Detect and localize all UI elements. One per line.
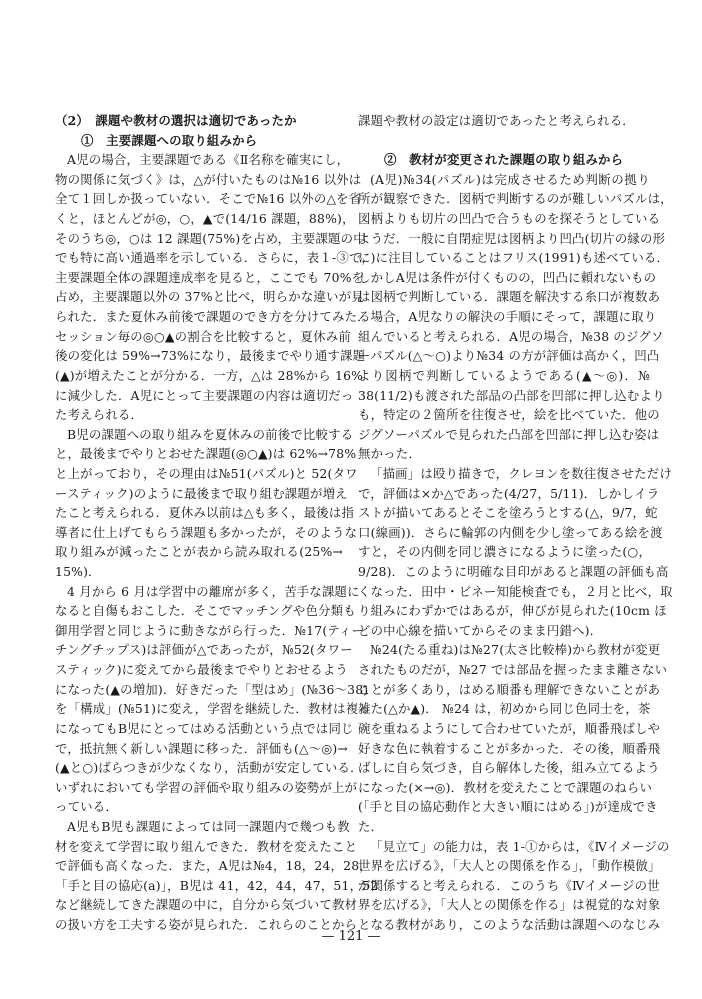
text-line: (▲と○)ばらつきが少なくなり，活動が安定している． xyxy=(55,760,363,776)
text-line: に)に注目していることはフリス(1991)も述べている． xyxy=(358,250,670,266)
text-line: ストが描いてあるとそこを塗ろうとする(△，9/7，蛇 xyxy=(358,505,658,521)
text-line: (A児)№34(パズル)は完成させるため判断の拠り xyxy=(370,171,650,187)
text-line: ースティック)のように最後まで取り組む課題が増え xyxy=(55,485,348,501)
text-line: (▲)が増えたことが分かる．一方，△は 28%から 16% xyxy=(55,367,364,383)
text-line: (「手と目の協応動作と大きい順にはめる」)が達成でき xyxy=(358,799,658,815)
text-line: 材を変えて学習に取り組んできた．教材を変えたこと xyxy=(55,838,358,854)
text-line: たこと考えられる．夏休み以前は△も多く，最後は指 xyxy=(55,505,355,521)
text-line: ことが多くあり，はめる順番も理解できないことがあ xyxy=(358,681,661,697)
text-line: 好きな色に執着することが多かった．その後，順番飛 xyxy=(358,740,661,756)
text-line: 課題や教材の設定は適切であったと考えられる． xyxy=(358,113,635,128)
text-line: 主要課題全体の課題達成率を見ると，ここでも 70%を xyxy=(55,269,365,285)
text-line: 世界を広げる》，「大人との関係を作る」，「動作模倣」 xyxy=(358,858,661,874)
text-line: ーパズル(△〜○)より№34 の方が評価は高かく，凹凸 xyxy=(358,348,660,364)
text-line: 界を広げる》，「大人との関係を作る」は視覚的な対象 xyxy=(358,897,661,913)
text-line: №24(たる重ね)は№27(太さ比較棒)から教材が変更 xyxy=(370,642,661,658)
text-line: くと，ほとんどが◎，○，▲で(14/16 課題，88%)， xyxy=(55,211,355,227)
text-line: セッション毎の◎○▲の割合を比較すると，夏休み前 xyxy=(55,328,351,344)
text-line: になった(×→◎)．教材を変えたことで課題のねらい xyxy=(358,779,653,795)
text-line: 無かった． xyxy=(358,446,421,462)
text-line: なると自傷もおこした．そこでマッチングや色分類も xyxy=(55,603,356,619)
text-line: り組みにわずかではあるが，伸びが見られた(10cm ほ xyxy=(358,603,667,619)
text-line: で評価も高くなった．また，A児は№4，18，24，28， xyxy=(55,858,372,874)
text-line: 物の関係に気づく》は，△が付いたものは№16 以外は xyxy=(55,171,362,187)
text-line: と上がっており，その理由は№51(パズル)と 52(タワ xyxy=(55,465,358,481)
text-line: となる教材があり，このような活動は課題へのなじみ xyxy=(358,916,661,932)
text-line: A児の場合，主要課題である《Ⅱ名称を確実にし， xyxy=(67,152,350,168)
text-line: に減少した．A児にとって主要課題の内容は適切だっ xyxy=(55,387,354,403)
text-line: 碗を重ねるようにして合わせていたが，順番飛ばしや xyxy=(358,720,661,736)
text-line: は図柄で判断している．課題を解決する糸口が複数あ xyxy=(358,289,661,305)
text-line: ジグソーパズルで見られた凸部を凹部に押し込む姿は xyxy=(358,426,660,442)
text-line: でも特に高い通過率を示している．さらに，表１-③で， xyxy=(55,250,374,266)
text-line: ばしに自ら気づき，自ら解体した後，組み立てるよう xyxy=(358,760,660,776)
text-line: 4 月から 6 月は学習中の離席が多く，苦手な課題に xyxy=(67,583,360,599)
right-column xyxy=(358,111,673,935)
text-line: スティック)に変えてから最後までやりとおせるよう xyxy=(55,662,349,678)
text-line: ようだ．一般に自閉症児は図柄より凹凸(切片の縁の形 xyxy=(358,230,666,246)
page-number: — 121 — xyxy=(321,929,381,944)
section-heading: （2） 課題や教材の選択は適切であったか xyxy=(55,113,297,128)
text-line: 「見立て」の能力は，表 1-①からは，《Ⅳイメージの xyxy=(370,838,670,854)
text-line: 後の変化は 59%→73%になり，最後までやり通す課題 xyxy=(55,348,366,364)
text-line: など継続してきた課題の中に，自分から気づいて教材 xyxy=(55,897,358,913)
text-line: より図柄で判断しているようである(▲〜◎)．№ xyxy=(358,367,650,383)
text-line: 15%)． xyxy=(55,564,101,580)
blank-line xyxy=(358,131,650,151)
text-line: くなった．田中・ビネー知能検査でも，２月と比べ，取 xyxy=(358,583,673,599)
text-line: った(△か▲)． №24 は，初めから同じ色同士を，茶 xyxy=(358,701,651,717)
text-line: いずれにおいても学習の評価や取り組みの姿勢が上が xyxy=(55,779,358,795)
subsection-heading: ① 主要課題への取り組みから xyxy=(81,132,258,148)
text-line: 口(線画))．さらに輪郭の内側を少し塗ってある絵を渡 xyxy=(358,524,663,540)
text-line: 図柄よりも切片の凹凸で合うものを探そうとしている xyxy=(358,211,661,227)
text-line: になってもB児にとってはめる活動という点では同じ xyxy=(55,720,354,736)
text-line: 「描画」は殴り描きで，クレヨンを数往復させただけ xyxy=(370,465,672,481)
text-line: されたものだが，№27 では部品を握ったまま離さない xyxy=(358,662,668,678)
text-line: た考えられる． xyxy=(55,407,144,423)
text-line: どの中心線を描いてからそのまま円錯へ)． xyxy=(358,622,603,638)
text-line: しかしA児は条件が付くものの，凹凸に頼れないもの xyxy=(358,269,657,285)
text-line: 導者に仕上げてもらう課題も多かったが，そのような xyxy=(55,524,358,540)
text-line: の扱い方を工夫する姿が見られた．これらのことから xyxy=(55,916,358,932)
text-line: で，抵抗無く新しい課題に移った．評価も(△〜◎)→ xyxy=(55,740,348,756)
left-column xyxy=(55,111,379,935)
text-line: を「構成」(№51)に変え，学習を継続した．教材は複雑 xyxy=(55,701,371,717)
text-line: と，最後までやりとおせた課題(◎○▲)は 62%→78% xyxy=(55,446,357,462)
text-line: チングチップス)は評価が△であったが，№52(タワー xyxy=(55,642,353,658)
text-line: で，評価は×か△であった(4/27，5/11)．しかしイラ xyxy=(358,485,660,501)
text-line: 御用学習と同じように動きながら行った．№17(ティー xyxy=(55,622,365,638)
text-line: た． xyxy=(358,818,384,834)
text-line: 38(11/2)も渡された部品の凸部を凹部に押し込むより xyxy=(358,387,665,403)
text-line: 取り組みが減ったことが表から読み取れる(25%→ xyxy=(55,544,343,560)
text-line: そのうち◎，○は 12 課題(75%)を占め，主要課題の中 xyxy=(55,230,366,246)
text-line: になった(▲の増加)．好きだった「型はめ」(№36〜38) xyxy=(55,681,369,697)
text-line: B児の課題への取り組みを夏休みの前後で比較する xyxy=(67,426,354,442)
text-line: も，特定の２箇所を往復させ，絵を比べていた．他の xyxy=(358,407,660,423)
text-line: る場合，A児なりの解決の手順にそって，課題に取り xyxy=(358,309,657,325)
text-line: 全て１回しか扱っていない．そこで№16 以外の△を省 xyxy=(55,191,362,207)
text-line: 「手と目の協応(a)」，B児は 41，42，44，47，51，52 xyxy=(55,877,379,893)
text-line: 9/28)．このように明確な目印があると課題の評価も高 xyxy=(358,564,669,580)
text-line: が関係すると考えられる．このうち《Ⅳイメージの世 xyxy=(358,877,660,893)
text-line: られた．また夏休み前後で課題のでき方を分けてみた． xyxy=(55,309,370,325)
text-line: っている． xyxy=(55,799,118,815)
text-line: 組んでいると考えられる．A児の場合，№38 のジグソ xyxy=(358,328,664,344)
text-line: 所が観察できた．図柄で判断するのが難しいパズルは， xyxy=(358,191,673,207)
text-line: 占め，主要課題以外の 37%と比べ，明らかな違いが見 xyxy=(55,289,364,305)
text-line: A児もB児も課題によっては同一課題内で幾つも教 xyxy=(67,818,350,834)
subsection-heading: ② 教材が変更された課題の取り組みから xyxy=(384,152,624,168)
text-line: すと，その内側を同じ濃さになるように塗った(○， xyxy=(358,544,652,560)
